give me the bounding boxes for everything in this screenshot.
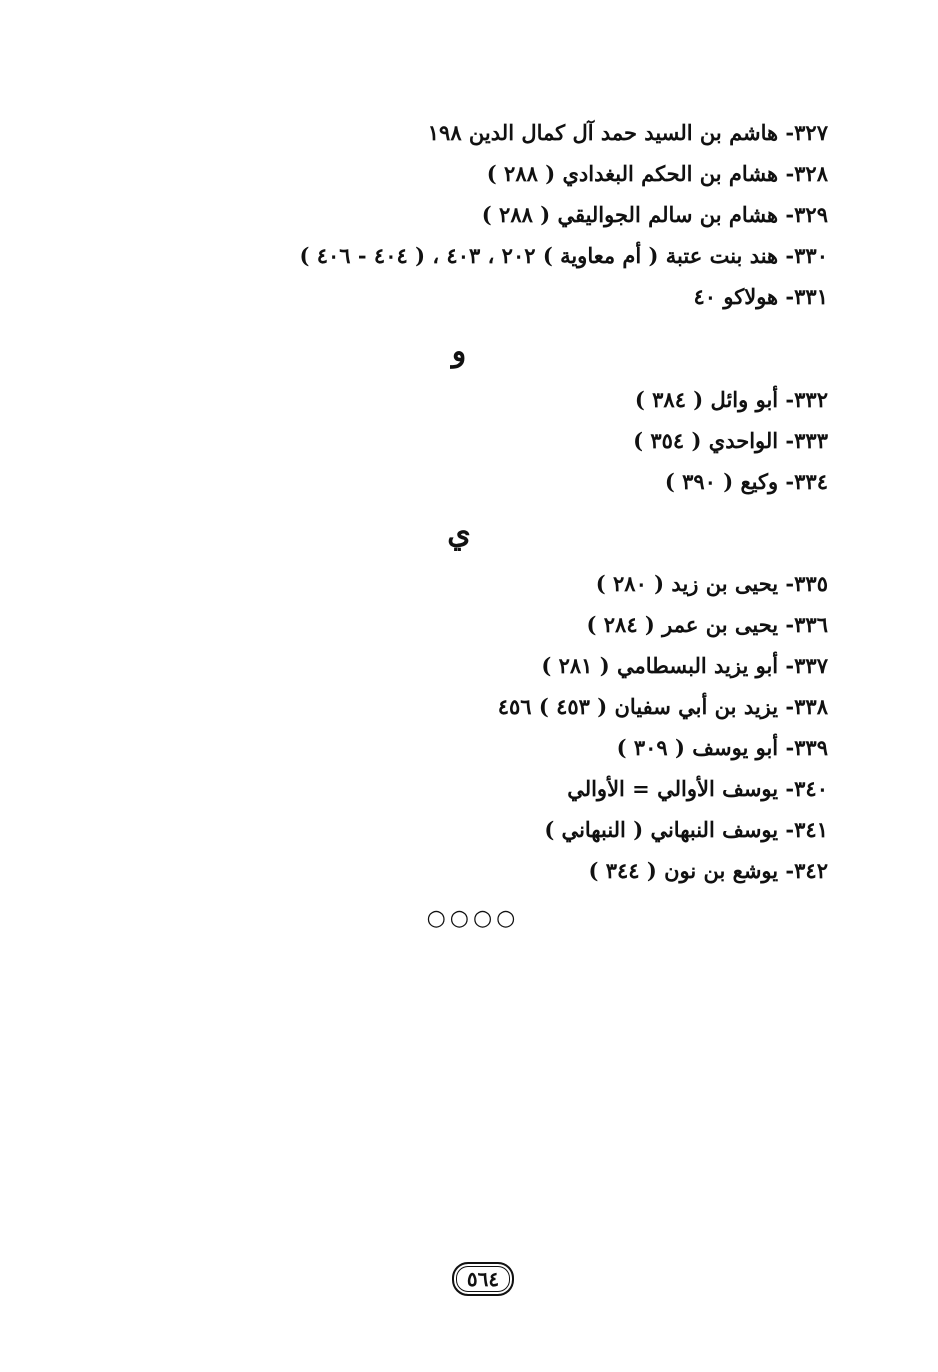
page-number: ٥٦٤ <box>452 1262 514 1296</box>
index-group-ya <box>498 563 828 891</box>
index-entry: ٣٣٨- يزيد بن أبي سفيان ( ٤٥٣ ) ٤٥٦ <box>497 694 828 719</box>
index-entry: ٣٢٧- هاشم بن السيد حمد آل كمال الدين ١٩٨ <box>427 120 828 145</box>
index-entry: ٣٣٩- أبو يوسف ( ٣٠٩ ) <box>616 735 828 760</box>
index-entry: ٣٣٠- هند بنت عتبة ( أم معاوية ) ٢٠٢ ، ٤٠٣ ، ( ٤٠٤ - ٤٠٦ ) <box>299 243 828 268</box>
index-group-waw <box>633 379 828 502</box>
index-entry: ٣٢٩- هشام بن سالم الجواليقي ( ٢٨٨ ) <box>481 202 828 227</box>
index-entry: ٣٤٢- يوشع بن نون ( ٣٤٤ ) <box>588 858 828 883</box>
index-entry: ٣٣٧- أبو يزيد البسطامي ( ٢٨١ ) <box>541 653 828 678</box>
index-entry: ٣٢٨- هشام بن الحكم البغدادي ( ٢٨٨ ) <box>486 161 828 186</box>
section-letter-heading: و <box>451 334 467 369</box>
index-entry: ٣٣٣- الواحدي ( ٣٥٤ ) <box>633 428 828 453</box>
index-entry: ٣٣٦- يحيى بن عمر ( ٢٨٤ ) <box>586 612 828 637</box>
index-entry: ٣٣٤- وكيع ( ٣٩٠ ) <box>664 469 828 494</box>
end-ornament: ○○○○ <box>426 906 520 931</box>
index-entry: ٣٣٢- أبو وائل ( ٣٨٤ ) <box>634 387 828 412</box>
index-entry: ٣٣٥- يحيى بن زيد ( ٢٨٠ ) <box>595 571 828 596</box>
index-entry: ٣٤١- يوسف النبهاني ( النبهاني ) <box>544 817 828 842</box>
index-entry: ٣٣١- هولاكو ٤٠ <box>693 284 828 309</box>
index-group-ha <box>299 112 828 317</box>
section-letter-heading: ي <box>447 516 471 551</box>
index-entry: ٣٤٠- يوسف الأوالي = الأوالي <box>567 776 828 801</box>
